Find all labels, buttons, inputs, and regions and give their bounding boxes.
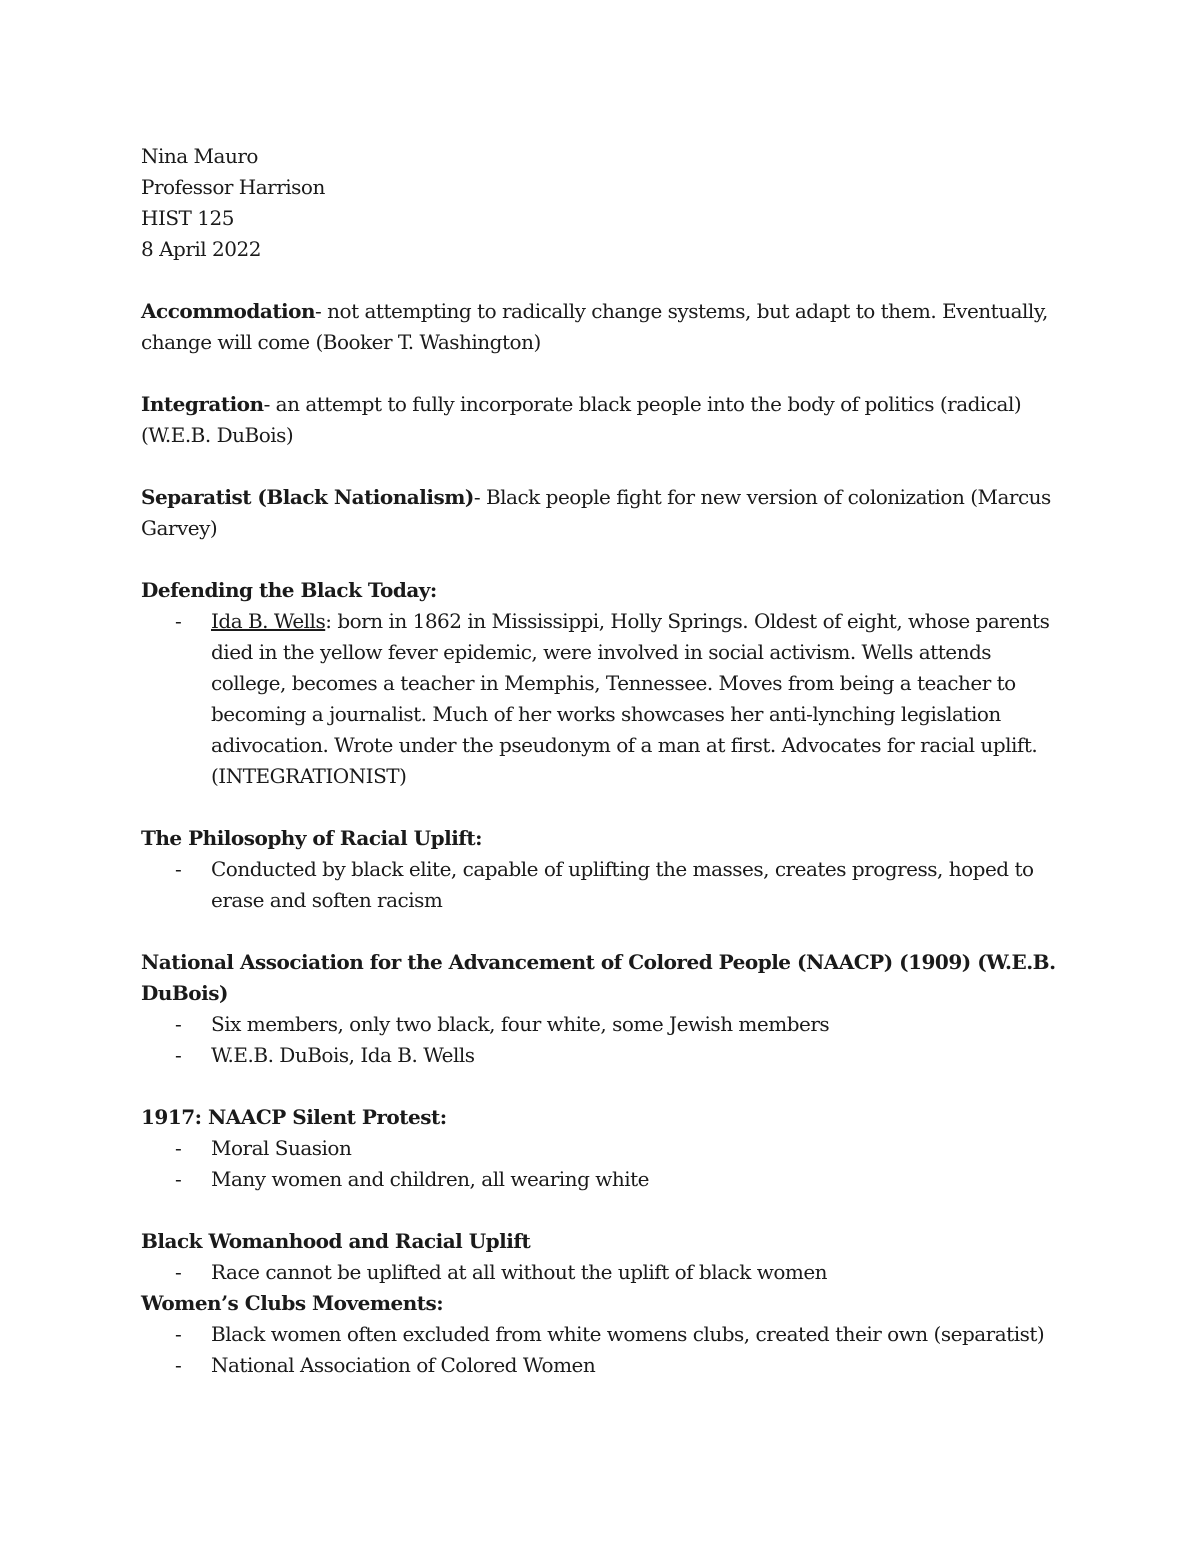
list-item [141,1319,1061,1350]
list-item [141,1040,1061,1071]
list-item [141,854,1061,916]
definition-separatist [141,482,1061,544]
document-page [141,141,1061,1381]
list-item-text: Six members, only two black, four white, some Jewish members [211,1012,830,1036]
person-name: Ida B. Wells [211,609,326,633]
bullet-list [141,1133,1061,1195]
list-item [141,606,1061,792]
section-heading: Black Womanhood and Racial Uplift [141,1229,531,1253]
section-womanhood [141,1226,1061,1288]
list-item [141,1164,1061,1195]
section-naacp [141,947,1061,1071]
header-block [141,141,1061,265]
section-defending [141,575,1061,792]
list-item [141,1350,1061,1381]
list-item-text: Moral Suasion [211,1136,352,1160]
definition-text: - an attempt to fully incorporate black people into the body of politics (radical) (W.E.B. DuBois) [141,392,1022,447]
list-item-text: W.E.B. DuBois, Ida B. Wells [211,1043,475,1067]
list-item [141,1009,1061,1040]
bullet-list [141,606,1061,792]
dash-bullet: - [175,1260,182,1284]
bullet-list [141,1257,1061,1288]
section-silent-protest [141,1102,1061,1195]
definition-text: - not attempting to radically change systems, but adapt to them. Eventually, change will come (Booker T. Washington) [141,299,1048,354]
list-item [141,1133,1061,1164]
dash-bullet: - [175,1136,182,1160]
student-name: Nina Mauro [141,144,258,168]
dash-bullet: - [175,1012,182,1036]
section-heading: National Association for the Advancement of Colored People (NAACP) (1909) (W.E.B. DuBois) [141,950,1056,1005]
dash-bullet: - [175,1043,182,1067]
section-heading: Defending the Black Today: [141,578,437,602]
bullet-list [141,1009,1061,1071]
definition-text: - Black people fight for new version of colonization (Marcus Garvey) [141,485,1051,540]
list-item-text: National Association of Colored Women [211,1353,596,1377]
section-heading: The Philosophy of Racial Uplift: [141,826,483,850]
list-item-text: Many women and children, all wearing white [211,1167,649,1191]
list-item-text: Race cannot be uplifted at all without the uplift of black women [211,1260,828,1284]
term: Integration [141,392,264,416]
dash-bullet: - [175,1353,182,1377]
list-item-text: Conducted by black elite, capable of uplifting the masses, creates progress, hoped to erase and soften racism [211,857,1034,912]
list-item-text: : born in 1862 in Mississippi, Holly Springs. Oldest of eight, whose parents died in the yellow fever epidemic, were involved in social activism. Wells attends college, becomes a teacher in Memphis, Tennessee. Moves from being a teacher to becoming a journalist. Much of her works showcases her anti-lynching legislation adivocation. Wrote under the pseudonym of a man at first. Advocates for racial uplift. (INTEGRATIONIST) [211,609,1050,788]
section-heading: Women’s Clubs Movements: [141,1291,444,1315]
list-item [141,1257,1061,1288]
section-womens-clubs [141,1288,1061,1381]
dash-bullet: - [175,1167,182,1191]
term: Separatist (Black Nationalism) [141,485,474,509]
dash-bullet: - [175,609,182,633]
bullet-list [141,854,1061,916]
course-code: HIST 125 [141,206,234,230]
bullet-list [141,1319,1061,1381]
term: Accommodation [141,299,316,323]
dash-bullet: - [175,857,182,881]
professor-name: Professor Harrison [141,175,325,199]
dash-bullet: - [175,1322,182,1346]
section-heading: 1917: NAACP Silent Protest: [141,1105,447,1129]
date: 8 April 2022 [141,237,261,261]
list-item-text: Black women often excluded from white womens clubs, created their own (separatist) [211,1322,1045,1346]
definition-integration [141,389,1061,451]
section-philosophy [141,823,1061,916]
definition-accommodation [141,296,1061,358]
